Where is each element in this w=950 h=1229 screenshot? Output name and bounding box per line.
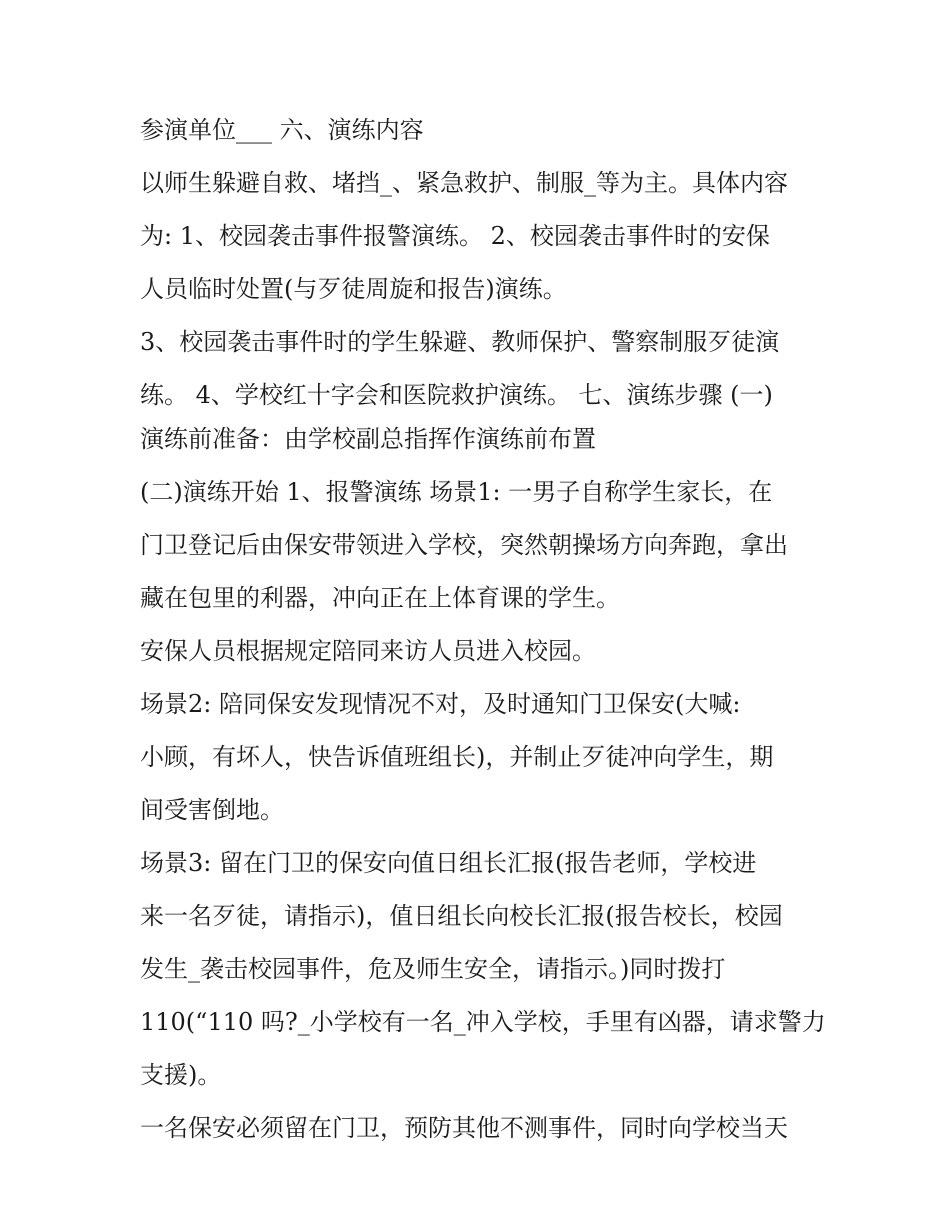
text-line-7: 演练前准备：由学校副总指挥作演练前布置 bbox=[140, 425, 596, 453]
text-line-13: 小顾，有坏人，快告诉值班组长)，并制止歹徒冲向学生，期 bbox=[140, 743, 774, 771]
text-line-5: 3、校园袭击事件时的学生躲避、教师保护、警察制服歹徒演 bbox=[140, 328, 780, 356]
text-line-17: 发生_袭击校园事件，危及师生安全，请指示。)同时拨打 bbox=[140, 955, 726, 983]
text-line-6: 练。 4、学校红十字会和医院救护演练。 七、演练步骤 (一) bbox=[140, 381, 773, 409]
text-line-1: 参演单位___ 六、演练内容 bbox=[140, 116, 424, 144]
text-line-11: 安保人员根据规定陪同来访人员进入校园。 bbox=[140, 637, 596, 665]
text-line-20: 一名保安必须留在门卫，预防其他不测事件，同时向学校当天 bbox=[140, 1114, 788, 1142]
text-line-15: 场景3: 留在门卫的保安向值日组长汇报(报告老师，学校进 bbox=[140, 849, 757, 877]
text-line-14: 间受害倒地。 bbox=[140, 796, 284, 824]
text-line-8: (二)演练开始 1、报警演练 场景1: 一男子自称学生家长，在 bbox=[140, 478, 773, 506]
text-line-19: 支援)。 bbox=[140, 1061, 222, 1089]
text-line-10: 藏在包里的利器，冲向正在上体育课的学生。 bbox=[140, 584, 620, 612]
text-line-12: 场景2: 陪同保安发现情况不对，及时通知门卫保安(大喊: bbox=[140, 690, 741, 718]
text-line-4: 人员临时处置(与歹徒周旋和报告)演练。 bbox=[140, 275, 567, 303]
text-line-3: 为: 1、校园袭击事件报警演练。 2、校园袭击事件时的安保 bbox=[140, 222, 770, 250]
text-line-2: 以师生躲避自救、堵挡_、紧急救护、制服_等为主。具体内容 bbox=[140, 169, 788, 197]
text-line-18: 110(“110 吗?_小学校有一名_冲入学校，手里有凶器，请求警力 bbox=[140, 1008, 826, 1036]
text-line-9: 门卫登记后由保安带领进入学校，突然朝操场方向奔跑，拿出 bbox=[140, 531, 788, 559]
text-line-16: 来一名歹徒，请指示)，值日组长向校长汇报(报告校长，校园 bbox=[140, 902, 783, 930]
document-body bbox=[140, 108, 826, 1150]
